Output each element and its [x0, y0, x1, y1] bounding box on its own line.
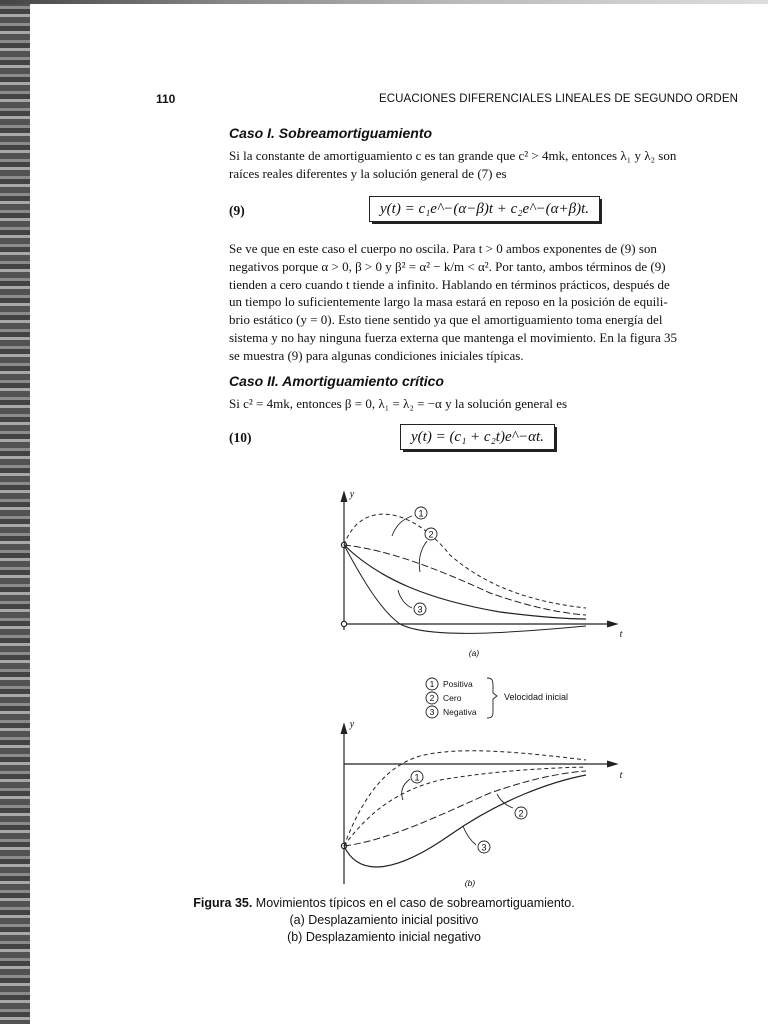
figure-caption-text: Movimientos típicos en el caso de sobreamortiguamiento.	[252, 896, 575, 910]
leader-a-1	[392, 516, 412, 536]
curve-a-3b	[344, 545, 586, 633]
text-line: raíces reales diferentes y la solución general de (7) es	[229, 165, 507, 181]
panel-b	[341, 724, 617, 884]
marker-b-1-label: 1	[414, 772, 420, 783]
legend-marker-3-label: 3	[429, 707, 435, 717]
curve-b-1a	[344, 751, 586, 846]
text-line: Se ve que en este caso el cuerpo no oscila. Para t > 0 ambos exponentes de (9) son	[229, 241, 657, 256]
text-line: negativos porque α > 0, β > 0 y β² = α² − k/m < α². Por tanto, ambos términos de (9)	[229, 258, 666, 274]
panel-a-label: (a)	[468, 648, 480, 658]
panel-b-label: (b)	[464, 878, 476, 888]
figure-caption-line-3: (b) Desplazamiento inicial negativo	[287, 930, 481, 944]
legend-brace	[487, 678, 497, 718]
curve-b-3	[344, 772, 586, 867]
curve-a-1	[344, 514, 586, 608]
figure-caption-line-1	[0, 895, 768, 912]
y-label-b: y	[349, 719, 355, 730]
t-axis-arrow-a	[607, 621, 617, 627]
legend-group-label: Velocidad inicial	[504, 692, 569, 702]
leader-a-2	[419, 541, 427, 572]
leader-b-3	[463, 826, 476, 845]
curve-b-1b	[344, 767, 586, 846]
y-label-a: y	[349, 489, 355, 500]
page-number: 110	[156, 92, 176, 106]
marker-a-3-label: 3	[417, 604, 423, 615]
panel-a	[341, 492, 617, 633]
figure-caption-line-2: (a) Desplazamiento inicial positivo	[289, 913, 479, 927]
y-axis-arrow-a	[341, 492, 347, 502]
text-line: brio estático (y = 0). Esto tiene sentido ya que el amortiguamiento toma energía del	[229, 312, 663, 328]
curve-a-3a	[344, 545, 586, 619]
origin-a	[341, 621, 346, 626]
case-1-title: Caso I. Sobreamortiguamiento	[229, 125, 433, 141]
text-line: Si c² = 4mk, entonces β = 0, λ₁ = λ₂ = −α y la solución general es	[229, 396, 568, 411]
equation-10-label: (10)	[229, 430, 252, 445]
t-label-b: t	[619, 770, 623, 781]
text-line: sistema y no hay ninguna fuerza externa que mantenga el movimiento. En la figura 35	[229, 329, 677, 345]
text-line: Si la constante de amortiguamiento c es tan grande que c² > 4mk, entonces λ₁ y λ₂ son	[229, 148, 677, 163]
leader-b-1	[402, 779, 410, 800]
marker-b-2-label: 2	[518, 808, 524, 819]
t-label-a: t	[619, 629, 623, 640]
equation-9-label: (9)	[229, 203, 245, 218]
case-2-title: Caso II. Amortiguamiento crítico	[229, 373, 444, 389]
running-head: ECUACIONES DIFERENCIALES LINEALES DE SEGUNDO ORDEN	[378, 93, 738, 105]
y-axis-arrow-b	[341, 724, 347, 734]
equation-10: y(t) = (c₁ + c₂t)e^−αt.	[400, 424, 555, 450]
marker-a-1-label: 1	[418, 508, 424, 519]
text-line: un tiempo lo suficientemente largo la masa estará en reposo en la posición de equili-	[229, 294, 668, 310]
equation-9: y(t) = c₁e^−(α−β)t + c₂e^−(α+β)t.	[369, 196, 600, 222]
text-line: tienden a cero cuando t tiende a infinito. Hablando en términos prácticos, después de	[229, 276, 670, 292]
text-line: se muestra (9) para algunas condiciones iniciales típicas.	[229, 347, 524, 363]
leader-a-3	[398, 590, 412, 608]
t-axis-arrow-b	[607, 761, 617, 767]
legend-marker-2-label: 2	[429, 693, 435, 703]
legend-item-cero: Cero	[443, 693, 462, 703]
legend-item-negativa: Negativa	[443, 707, 477, 717]
marker-b-3-label: 3	[481, 842, 487, 853]
marker-a-2-label: 2	[428, 529, 434, 540]
legend-marker-1-label: 1	[429, 679, 435, 689]
legend-item-positiva: Positiva	[443, 679, 473, 689]
figure-caption-number: Figura 35.	[193, 896, 253, 910]
